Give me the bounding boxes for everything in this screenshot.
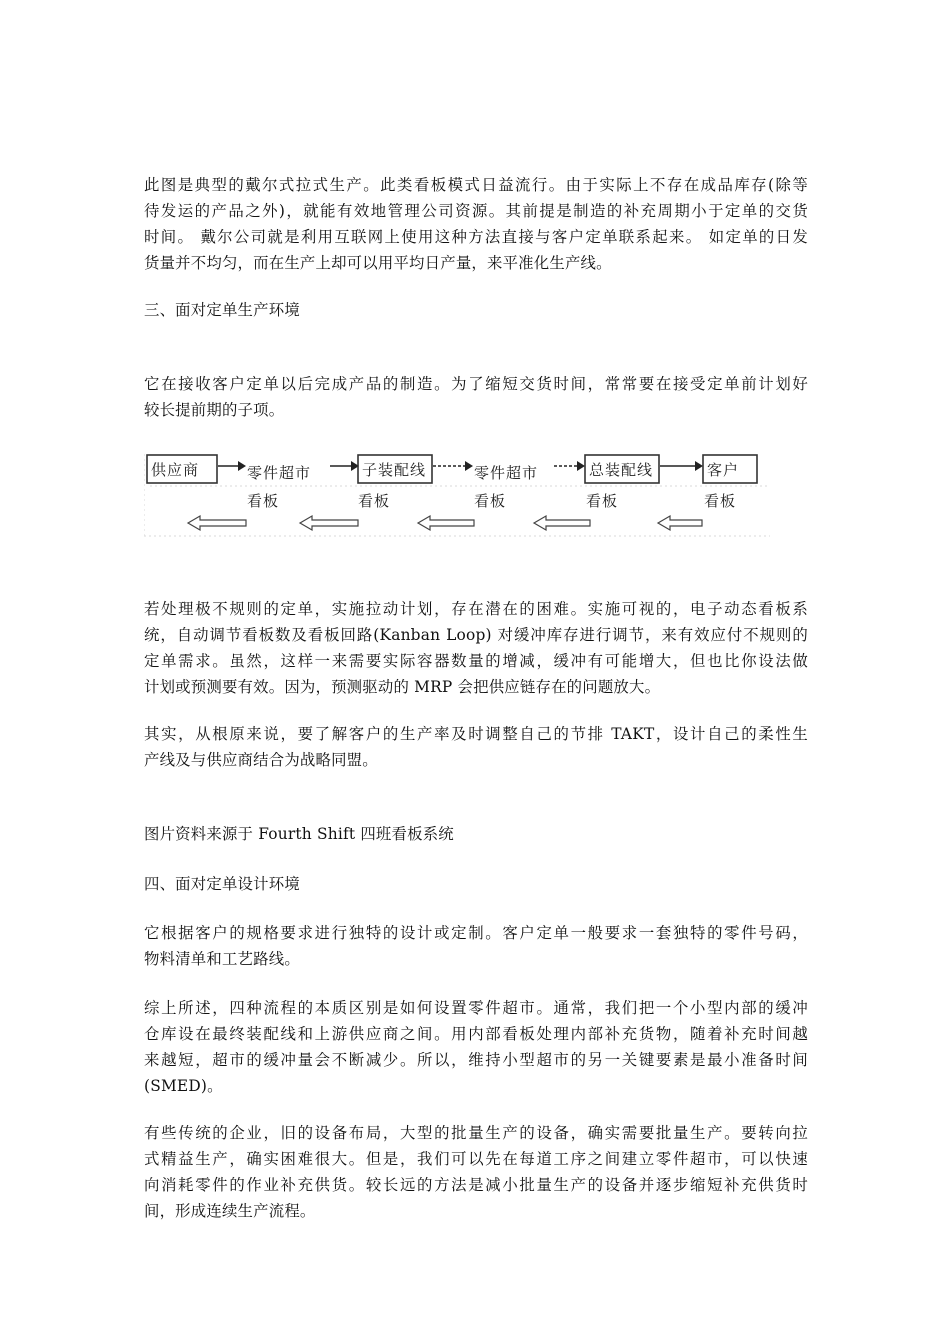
kanban-label: 看板 <box>704 492 737 510</box>
text-line: 间，形成连续生产流程。 <box>144 1202 316 1220</box>
subassembly-line-box <box>358 455 432 483</box>
kanban-flow-diagram <box>144 442 770 542</box>
hollow-left-arrow <box>658 516 702 530</box>
text-line: 若处理极不规则的定单，实施拉动计划，存在潜在的困难。实施可视的，电子动态看板系 <box>144 600 808 618</box>
kanban-label: 看板 <box>247 492 280 510</box>
kanban-label: 看板 <box>586 492 619 510</box>
text-line: 向消耗零件的作业补充供货。较长远的方法是减小批量生产的设备并逐步缩短补充供货时 <box>144 1176 808 1194</box>
hollow-left-arrow <box>188 516 246 530</box>
supplier-label: 供应商 <box>151 461 200 479</box>
forward-arrow <box>330 461 359 471</box>
forward-arrow <box>554 461 585 471</box>
paragraph-dell-pull <box>144 172 808 276</box>
paragraph-irregular-orders <box>144 596 808 700</box>
supplier-box <box>147 455 217 483</box>
text-line: (SMED)。 <box>144 1077 223 1095</box>
forward-arrow <box>218 461 246 471</box>
text-line: 待发运的产品之外)，就能有效地管理公司资源。其前提是制造的补充周期小于定单的交货 <box>144 202 808 220</box>
paragraph-engineer-to-order <box>144 920 808 972</box>
section-heading-3: 三、面对定单生产环境 <box>144 301 300 319</box>
text-line: 产线及与供应商结合为战略同盟。 <box>144 751 378 769</box>
kanban-label: 看板 <box>358 492 391 510</box>
text-line: 式精益生产，确实困难很大。但是，我们可以先在每道工序之间建立零件超市，可以快速 <box>144 1150 808 1168</box>
text-line: 来越短，超市的缓冲量会不断减少。所以，维持小型超市的另一关键要素是最小准备时间 <box>144 1051 808 1069</box>
text-line: 时间。 戴尔公司就是利用互联网上使用这种方法直接与客户定单联系起来。 如定单的日发 <box>144 228 808 246</box>
forward-arrow <box>660 461 703 471</box>
image-source-note: 图片资料来源于 Fourth Shift 四班看板系统 <box>144 825 454 843</box>
paragraph-traditional-enterprises <box>144 1120 808 1224</box>
kanban-label: 看板 <box>474 492 507 510</box>
text-line: 其实，从根原来说，要了解客户的生产率及时调整自己的节排 TAKT，设计自己的柔性生 <box>144 725 808 743</box>
text-line: 物料清单和工艺路线。 <box>144 950 300 968</box>
final-assembly-line-label: 总装配线 <box>589 461 654 479</box>
paragraph-takt <box>144 721 808 773</box>
customer-label: 客户 <box>707 461 740 479</box>
text-line: 它在接收客户定单以后完成产品的制造。为了缩短交货时间，常常要在接受定单前计划好 <box>144 375 808 393</box>
parts-market-label: 零件超市 <box>247 464 312 482</box>
final-assembly-line-box <box>585 455 659 483</box>
text-line: 计划或预测要有效。因为，预测驱动的 MRP 会把供应链存在的问题放大。 <box>144 678 661 696</box>
hollow-left-arrow <box>418 516 474 530</box>
hollow-left-arrow <box>300 516 358 530</box>
customer-box <box>703 455 757 483</box>
text-line: 此图是典型的戴尔式拉式生产。此类看板模式日益流行。由于实际上不存在成品库存(除等 <box>144 176 808 194</box>
text-line: 有些传统的企业，旧的设备布局，大型的批量生产的设备，确实需要批量生产。要转向拉 <box>144 1124 808 1142</box>
text-line: 统，自动调节看板数及看板回路(Kanban Loop) 对缓冲库存进行调节，来有效应付不规则的 <box>144 626 808 644</box>
hollow-left-arrow <box>534 516 590 530</box>
text-line: 它根据客户的规格要求进行独特的设计或定制。客户定单一般要求一套独特的零件号码， <box>144 924 808 942</box>
text-line: 仓库设在最终装配线和上游供应商之间。用内部看板处理内部补充货物，随着补充时间越 <box>144 1025 808 1043</box>
text-line: 货量并不均匀，而在生产上却可以用平均日产量，来平准化生产线。 <box>144 254 612 272</box>
text-line: 较长提前期的子项。 <box>144 401 285 419</box>
forward-arrow <box>433 461 473 471</box>
paragraph-summary <box>144 995 808 1099</box>
subassembly-line-label: 子装配线 <box>362 461 427 479</box>
parts-market-label: 零件超市 <box>474 464 539 482</box>
text-line: 综上所述，四种流程的本质区别是如何设置零件超市。通常，我们把一个小型内部的缓冲 <box>144 999 808 1017</box>
paragraph-make-to-order <box>144 371 808 423</box>
backward-arrows <box>188 516 702 530</box>
section-heading-4: 四、面对定单设计环境 <box>144 875 300 893</box>
text-line: 定单需求。虽然，这样一来需要实际容器数量的增减，缓冲有可能增大，但也比你设法做 <box>144 652 808 670</box>
